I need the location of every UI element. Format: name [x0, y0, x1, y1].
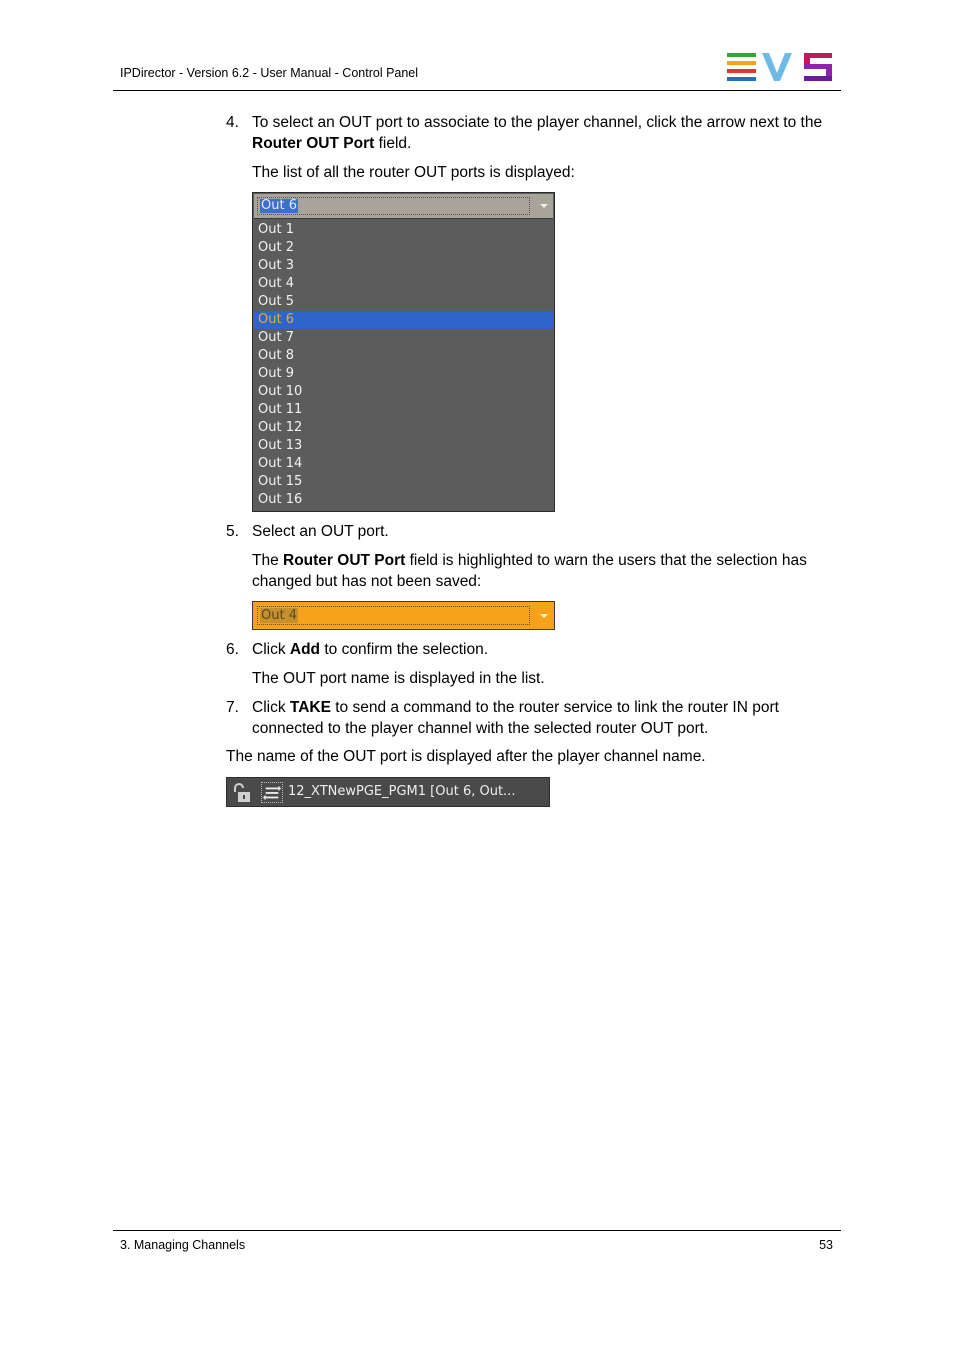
step-6-text: Click Add to confirm the selection.: [252, 641, 489, 658]
header-divider: [113, 90, 841, 91]
dropdown-list: [254, 221, 553, 509]
highlighted-field-value: Out 4: [261, 608, 297, 623]
dropdown-option[interactable]: Out 12: [258, 420, 303, 435]
dropdown-option[interactable]: Out 13: [258, 438, 303, 453]
dropdown-option[interactable]: Out 15: [258, 474, 303, 489]
chevron-down-icon[interactable]: [540, 204, 548, 208]
dropdown-header[interactable]: [254, 194, 553, 219]
dropdown-option[interactable]: Out 10: [258, 384, 303, 399]
dropdown-option[interactable]: Out 8: [258, 348, 294, 363]
dropdown-field[interactable]: [257, 197, 530, 215]
dropdown-option[interactable]: Out 9: [258, 366, 294, 381]
footer-section: 3. Managing Channels: [120, 1238, 246, 1252]
step-7-number: 7.: [226, 699, 239, 716]
dropdown-option[interactable]: Out 4: [258, 276, 294, 291]
chevron-down-icon[interactable]: [540, 614, 548, 618]
step-5-text: Select an OUT port.: [252, 523, 389, 540]
dropdown-option[interactable]: Out 6: [254, 311, 553, 329]
header-title: IPDirector - Version 6.2 - User Manual - Control Panel: [120, 66, 419, 80]
router-icon[interactable]: [261, 782, 283, 803]
dropdown-option[interactable]: Out 2: [258, 240, 294, 255]
dropdown-option[interactable]: Out 1: [258, 222, 294, 237]
step-6-number: 6.: [226, 641, 239, 658]
channel-label: 12_XTNewPGE_PGM1 [Out 6, Out...: [288, 784, 516, 799]
player-channel-bar: [226, 777, 550, 807]
unlock-icon[interactable]: [231, 783, 253, 803]
dropdown-option[interactable]: Out 11: [258, 402, 303, 417]
step-4-text: To select an OUT port to associate to the player channel, click the arrow next to the Router OUT Port field.: [252, 114, 823, 152]
step-7-text: Click TAKE to send a command to the router service to link the router IN port connected to the player channel with the selected router OUT port.: [252, 699, 779, 737]
highlighted-field-input[interactable]: [257, 606, 530, 625]
step-5-number: 5.: [226, 523, 239, 540]
step-5-note: The Router OUT Port field is highlighted to warn the users that the selection has changed but has not been saved:: [252, 552, 807, 590]
evs-logo: [726, 52, 834, 82]
dropdown-option[interactable]: Out 14: [258, 456, 303, 471]
router-out-port-dropdown: [252, 192, 555, 512]
dropdown-option[interactable]: Out 7: [258, 330, 294, 345]
router-out-port-field-highlighted: [252, 601, 555, 630]
step-6-note: The OUT port name is displayed in the list.: [252, 670, 545, 687]
footer-divider: [113, 1230, 841, 1231]
step-4-note: The list of all the router OUT ports is displayed:: [252, 164, 575, 181]
closing-text: The name of the OUT port is displayed after the player channel name.: [226, 748, 706, 765]
dropdown-option[interactable]: Out 16: [258, 492, 303, 507]
dropdown-option[interactable]: Out 3: [258, 258, 294, 273]
dropdown-option[interactable]: Out 5: [258, 294, 294, 309]
step-4-number: 4.: [226, 114, 239, 131]
page-number: 53: [819, 1238, 833, 1252]
dropdown-selected-value: Out 6: [261, 198, 297, 213]
